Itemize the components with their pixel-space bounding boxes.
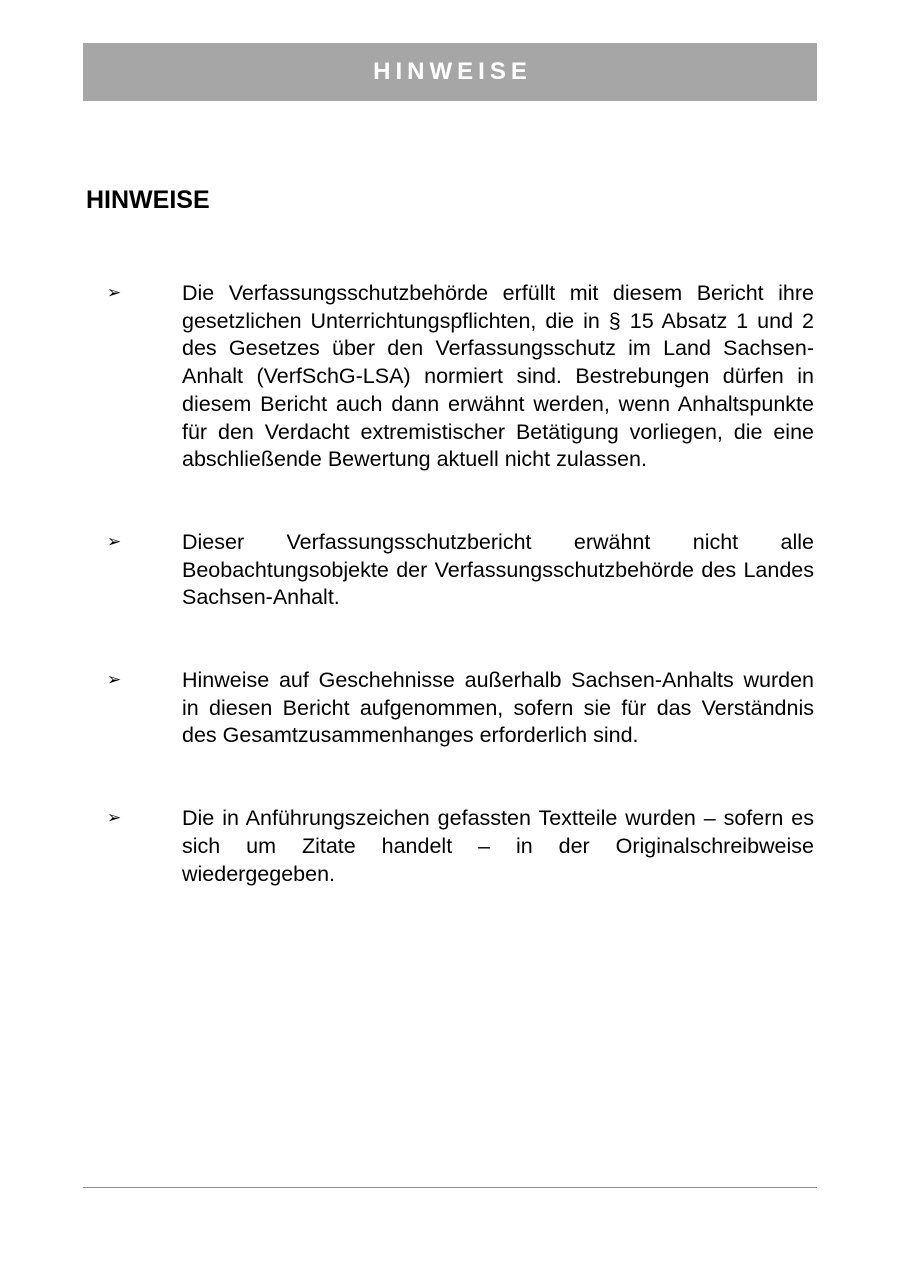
arrowhead-bullet-icon: ➢ [107,808,122,829]
arrowhead-bullet-icon: ➢ [107,670,122,691]
page-title: HINWEISE [86,186,210,214]
header-banner [83,43,817,101]
note-text: Dieser Verfassungsschutzbericht erwähnt nicht alle Beobachtungsobjekte der Verfassungsschutzbehörde des Landes Sachsen-Anhalt. [182,529,814,610]
arrowhead-bullet-icon: ➢ [107,531,122,552]
list-item [0,280,900,474]
footer-divider [83,1187,817,1188]
note-text: Hinweise auf Geschehnisse außerhalb Sachsen-Anhalts wurden in diesen Bericht aufgenommen, sofern sie für das Verständnis des Gesamtzusammenhanges erforderlich sind. [182,668,814,748]
note-text: Die Verfassungsschutzbehörde erfüllt mit diesem Bericht ihre gesetzlichen Unterrichtungspflichten, die in § 15 Absatz 1 und 2 des Gesetzes über den Verfassungsschutz im Land Sachsen-Anhalt (VerfSchG-LSA) normiert sind. Bestrebungen dürfen in diesem Bericht auch dann erwähnt werden, wenn Anhaltspunkte für den Verdacht extremistischer Betätigung vorliegen, die eine abschließende Bewertung aktuell nicht zulassen. [182,281,814,472]
arrowhead-bullet-icon: ➢ [107,283,122,303]
list-item [0,529,900,612]
list-item [0,805,900,888]
notes-list [0,280,900,943]
header-banner-title: HINWEISE [373,58,532,85]
note-text: Die in Anführungszeichen gefassten Textteile wurden – sofern es sich um Zitate handelt – in der Originalschreibweise wiedergegeben. [182,806,814,886]
list-item [0,667,900,750]
